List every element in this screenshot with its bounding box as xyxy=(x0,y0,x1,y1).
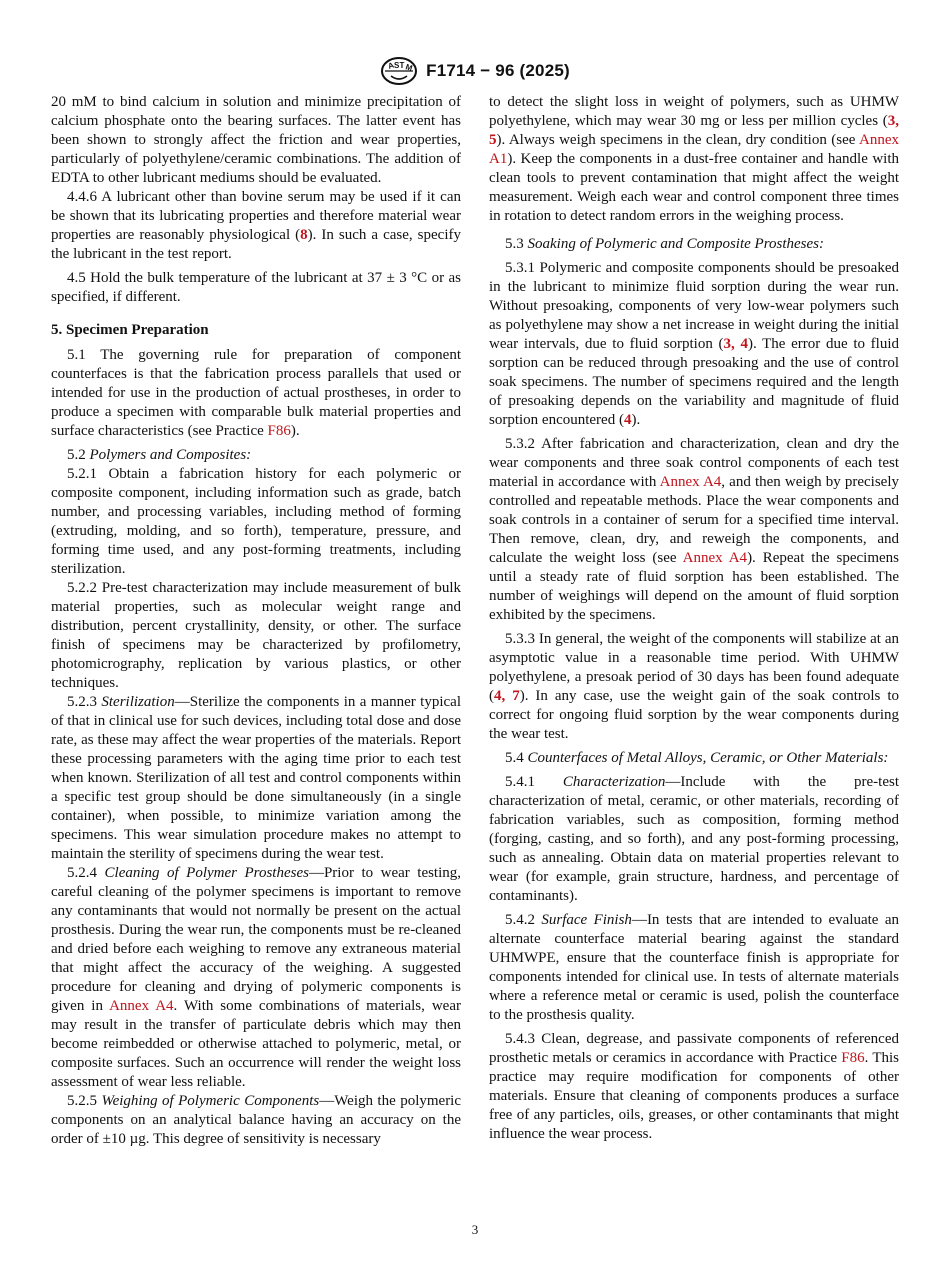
paragraph-5-2-4: 5.2.4 Cleaning of Polymer Prostheses—Prior to wear testing, careful cleaning of the polymer specimens is important to remove any contaminants that would not normally be present on the actual prosthesis. During the wear run, the components must be re-cleaned and dried before each weighing to remove any extraneous material that might affect the accuracy of the weighing. A suggested procedure for cleaning and drying of polymeric components is given in Annex A4. With some combinations of materials, wear may result in the transfer of particulate debris which may then become reimbedded or otherwise attached to polymeric, metal, or composite surfaces. Such an occurrence will render the weight loss assessment of wear less reliable. xyxy=(51,865,462,1090)
paragraph-5-2-1: 5.2.1 Obtain a fabrication history for each polymeric or composite component, including information such as grade, batch number, and processing variables, including method of forming (extruding, molding, and so forth), temperature, pressure, and forming time used, and any post-forming treatments, including sterilization. xyxy=(51,466,461,577)
reference-link-annex-a4[interactable]: Annex A4 xyxy=(659,474,722,490)
standard-designation: F1714 − 96 (2025) xyxy=(426,61,570,80)
svg-text:A: A xyxy=(386,60,396,71)
paragraph-4-4-5-continued: 20 mM to bind calcium in solution and minimize precipitation of calcium phosphate onto the bearing surfaces. The latter event has been shown to strongly affect the friction and wear properties, particularly of polyethylene/ceramic combinations. The addition of EDTA to other lubricant mediums should be evaluated. xyxy=(51,94,461,186)
reference-link-f86[interactable]: F86 xyxy=(267,423,291,439)
svg-text:S: S xyxy=(394,61,400,70)
reference-link-annex-a4[interactable]: Annex A4 xyxy=(109,998,174,1014)
page-header xyxy=(0,56,950,86)
paragraph-4-5: 4.5 Hold the bulk temperature of the lubricant at 37 ± 3 °C or as specified, if different. xyxy=(51,270,461,305)
paragraph-5-2-3: 5.2.3 Sterilization—Sterilize the components in a manner typical of that in clinical use for such devices, including total dose and dose rate, as these may affect the wear properties of the materials. Report these processing parameters with the aging time prior to each test when known. Sterilization of all test and control components within a specific test group should be done simultaneously (in a single container), when possible, to minimize variation among the specimens. This wear simulation procedure makes no attempt to maintain the sterility of specimens during the wear test. xyxy=(51,694,461,862)
left-column xyxy=(51,93,461,1149)
paragraph-5-4-2: 5.4.2 Surface Finish—In tests that are intended to evaluate an alternate counterface material bearing against the standard UHMWPE, ensure that the counterface finish is appropriate for components intended for clinical use. In tests of alternate materials where a reference metal or ceramic is used, polish the counterface to the prosthesis quality. xyxy=(489,912,900,1023)
paragraph-5-2-2: 5.2.2 Pre-test characterization may include measurement of bulk material properties, such as molecular weight range and distribution, percent crystallinity, density, or other. The surface finish of specimens may be characterized by profilometry, photomicrography, replication by various plastics, or other techniques. xyxy=(51,580,461,691)
right-column xyxy=(489,93,899,1144)
paragraph-5-3-3: 5.3.3 In general, the weight of the components will stabilize at an asymptotic value in a reasonable time period. With UHMW polyethylene, a presoak period of 30 days has been found adequate (4, 7). In any case, use the weight gain of the soak controls to correct for ongoing fluid sorption by the wear components during the wear test. xyxy=(489,631,899,742)
paragraph-5-3-1: 5.3.1 Polymeric and composite components should be presoaked in the lubricant to minimize fluid sorption during the wear run. Without presoaking, components of very low-wear polymers such as polyethylene may show a net increase in weight during the initial wear intervals, due to fluid sorption (3, 4). The error due to fluid sorption can be reduced through presoaking and the use of control soak specimens. The number of specimens required and the length of presoaking depends on the variability and magnitude of fluid sorption encountered (4). xyxy=(489,260,900,428)
reference-link-annex-a1[interactable]: Annex A1 xyxy=(489,132,899,167)
page-number: 3 xyxy=(471,1222,479,1237)
paragraph-5-4-1: 5.4.1 Characterization—Include with the pre-test characterization of metal, ceramic, or other materials, recording of fabrication variables, such as composition, forming method (forging, casting, and so forth), and any post-forming processing, such as annealing. Obtain data on material properties relevant to wear (for example, grain structure, hardness, and percentage of contaminants). xyxy=(489,774,900,904)
citation-link[interactable]: 3, 4 xyxy=(723,336,748,352)
paragraph-5-2: 5.2 Polymers and Composites: xyxy=(67,447,252,463)
section-heading-5: 5. Specimen Preparation xyxy=(51,322,209,338)
svg-text:M: M xyxy=(404,62,414,73)
paragraph-4-4-6: 4.4.6 A lubricant other than bovine serum may be used if it can be shown that its lubricating properties and therefore material wear properties are reasonably physiological (8). In such a case, specify the lubricant in the test report. xyxy=(51,189,461,262)
astm-logo-icon xyxy=(380,56,418,86)
reference-link-f86[interactable]: F86 xyxy=(841,1050,865,1066)
reference-link-annex-a4[interactable]: Annex A4 xyxy=(682,550,748,566)
paragraph-5-4-3: 5.4.3 Clean, degrease, and passivate components of referenced prosthetic metals or ceramics in accordance with Practice F86. This practice may require modification for components of other materials. Ensure that cleaning of components produces a surface free of any particles, oils, greases, or other contaminants that might influence the wear process. xyxy=(489,1031,899,1142)
paragraph-5-3-2: 5.3.2 After fabrication and characterization, clean and dry the wear components and three soak control components of each test material in accordance with Annex A4, and then weigh by precisely controlled and repeatable methods. Place the wear components and soak controls in a container of serum for a specified time interval. Then remove, clean, dry, and reweigh the components, and calculate the weight loss (see Annex A4). Repeat the specimens until a steady rate of fluid sorption has been established. The number of weighings will depend on the amount of fluid sorption exhibited by the specimens. xyxy=(489,436,900,623)
citation-link[interactable]: 3, 5 xyxy=(489,113,899,148)
citation-link[interactable]: 4 xyxy=(623,412,632,428)
paragraph-5-3: 5.3 Soaking of Polymeric and Composite Prostheses: xyxy=(505,236,824,252)
paragraph-5-2-5-continued: to detect the slight loss in weight of polymers, such as UHMW polyethylene, which may wear 30 mg or less per million cycles (3, 5). Always weigh specimens in the clean, dry condition (see Annex A1). Keep the components in a dust-free container and handle with clean tools to prevent contamination that might affect the weight measurement. Weigh each wear and control component three times in rotation to detect random errors in the weighing process. xyxy=(489,94,899,224)
paragraph-5-4: 5.4 Counterfaces of Metal Alloys, Ceramic, or Other Materials: xyxy=(505,750,889,766)
citation-link[interactable]: 8 xyxy=(300,227,308,243)
paragraph-5-1: 5.1 The governing rule for preparation of component counterfaces is that the fabrication process parallels that used or intended for use in the production of actual prostheses, in order to produce a specimen with comparable bulk material properties and surface characteristics (see Practice F86). xyxy=(51,347,461,439)
paragraph-5-2-5: 5.2.5 Weighing of Polymeric Components—Weigh the polymeric components on an analytical balance having an accuracy on the order of ±10 µg. This degree of sensitivity is necessary xyxy=(51,1093,462,1147)
svg-text:T: T xyxy=(399,61,405,70)
citation-link[interactable]: 4, 7 xyxy=(494,688,520,704)
